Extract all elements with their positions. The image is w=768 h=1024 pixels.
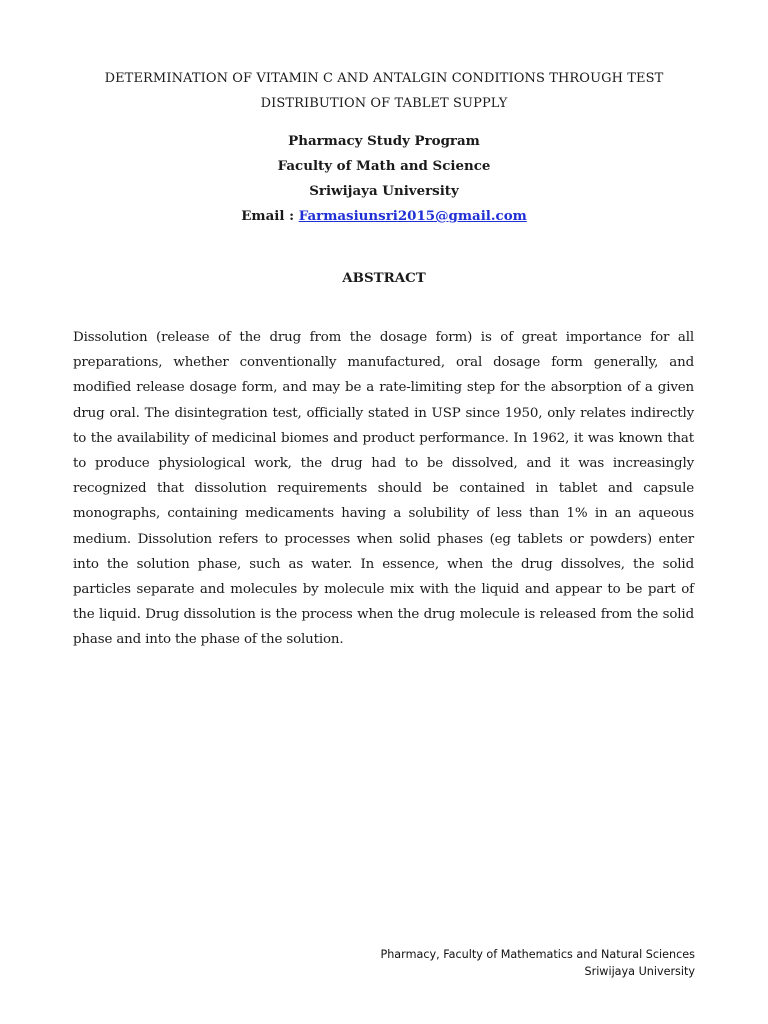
email-line <box>60 204 708 229</box>
footer-faculty: Pharmacy, Faculty of Mathematics and Natural Sciences <box>380 948 695 961</box>
email-link[interactable]: Farmasiunsri2015@gmail.com <box>298 208 527 224</box>
footer-university: Sriwijaya University <box>584 965 695 978</box>
paper-title <box>60 66 708 116</box>
author-affiliation <box>60 129 708 229</box>
page-footer <box>380 946 695 980</box>
paper-title-line-1: DETERMINATION OF VITAMIN C AND ANTALGIN CONDITIONS THROUGH TEST <box>104 71 664 86</box>
university-name: Sriwijaya University <box>309 183 459 199</box>
abstract-body: Dissolution (release of the drug from the dosage form) is of great importance for all preparations, whether conventionally manufactured, oral dosage form generally, and modified release dosage form, and may be a rate-limiting step for the absorption of a given drug oral. The disintegration test, officially stated in USP since 1950, only relates indirectly to the availability of medicinal biomes and product performance. In 1962, it was known that to produce physiological work, the drug had to be dissolved, and it was increasingly recognized that dissolution requirements should be contained in tablet and capsule monographs, containing medicaments having a solubility of less than 1% in an aqueous medium. Dissolution refers to processes when solid phases (eg tablets or powders) enter into the solution phase, such as water. In essence, when the drug dissolves, the solid particles separate and molecules by molecule mix with the liquid and appear to be part of the liquid. Drug dissolution is the process when the drug molecule is released from the solid phase and into the phase of the solution. <box>73 330 694 648</box>
study-program: Pharmacy Study Program <box>288 133 480 149</box>
paper-title-line-2: DISTRIBUTION OF TABLET SUPPLY <box>260 96 508 111</box>
email-label: Email : <box>241 208 299 224</box>
faculty-name: Faculty of Math and Science <box>277 158 491 174</box>
abstract-heading: ABSTRACT <box>342 270 426 286</box>
